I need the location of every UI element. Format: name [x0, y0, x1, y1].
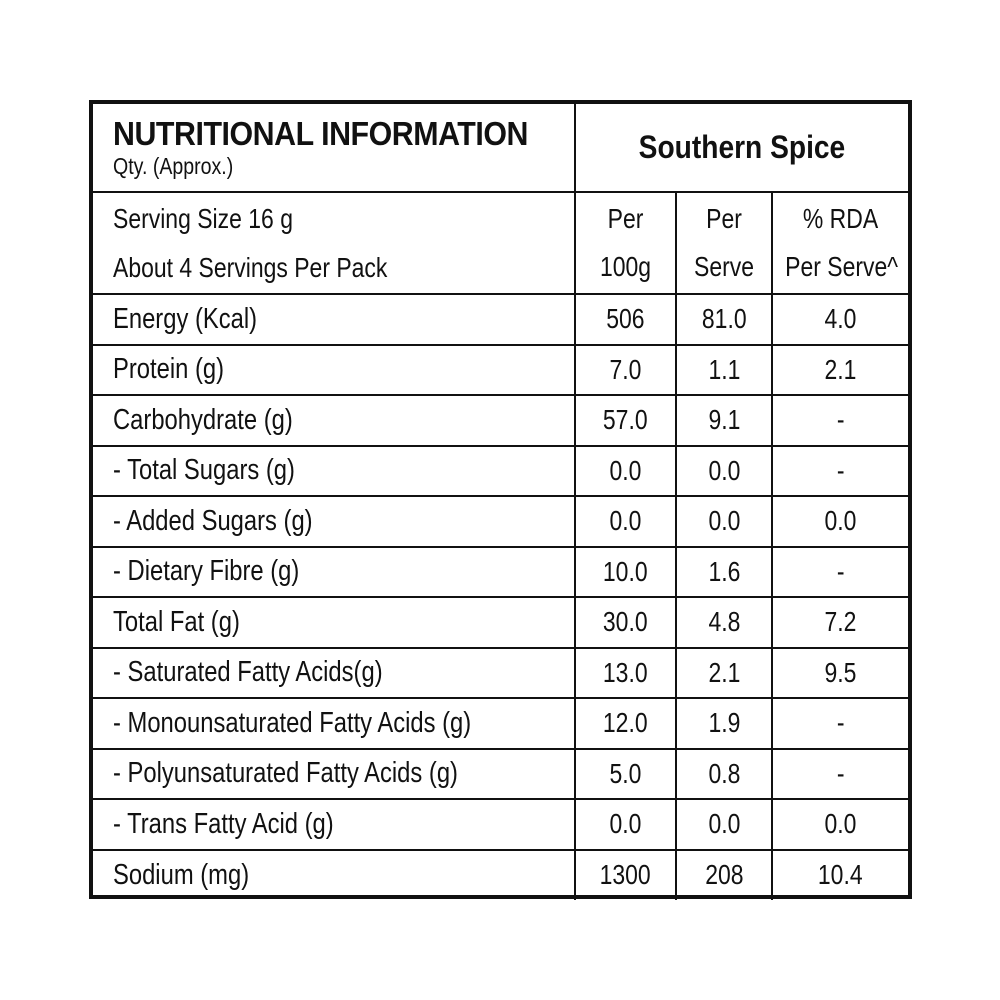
rda-cell: [772, 799, 908, 850]
nutrient-row: [93, 294, 908, 345]
nutrient-label: Total Fat (g): [113, 605, 240, 638]
per-100g-value: 7.0: [609, 353, 642, 385]
rda-value: -: [836, 757, 845, 789]
quantity-note: Qty. (Approx.): [113, 152, 234, 179]
header-label-cell: [93, 104, 575, 192]
nutrient-row: [93, 799, 908, 850]
column-header-per-100g-line2: 100g: [599, 251, 652, 282]
rda-value: 2.1: [824, 353, 857, 385]
per-100g-cell: [575, 698, 676, 749]
per-100g-value: 0.0: [609, 454, 642, 486]
rda-value: 7.2: [824, 606, 857, 638]
nutrient-label: - Monounsaturated Fatty Acids (g): [113, 706, 472, 739]
column-header-rda-line2: Per Serve^: [785, 251, 899, 282]
per-serve-value: 81.0: [701, 303, 747, 335]
per-serve-cell: [676, 648, 772, 699]
rda-value: -: [836, 404, 845, 436]
per-serve-cell: [676, 799, 772, 850]
nutrient-row: [93, 547, 908, 598]
per-serve-cell: [676, 850, 772, 901]
header-row: [93, 104, 908, 192]
per-100g-cell: [575, 850, 676, 901]
rda-value: -: [836, 707, 845, 739]
per-100g-value: 0.0: [609, 505, 642, 537]
per-serve-value: 0.0: [708, 808, 740, 840]
nutrient-label: Energy (Kcal): [113, 302, 258, 335]
per-serve-cell: [676, 345, 772, 396]
column-header-rda: [772, 192, 908, 294]
rda-cell: [772, 294, 908, 345]
per-100g-value: 10.0: [603, 555, 648, 587]
per-100g-cell: [575, 799, 676, 850]
nutrient-row: [93, 446, 908, 497]
nutrient-label-cell: [93, 496, 575, 547]
column-header-per-100g-line1: Per: [607, 203, 644, 234]
per-serve-value: 1.6: [708, 555, 740, 587]
nutrient-row: [93, 850, 908, 901]
nutrient-label-cell: [93, 345, 575, 396]
per-serve-value: 9.1: [708, 404, 740, 436]
nutrient-label-cell: [93, 294, 575, 345]
per-100g-value: 57.0: [603, 404, 648, 436]
nutrient-label-cell: [93, 446, 575, 497]
nutrient-label: - Added Sugars (g): [113, 504, 313, 537]
nutrition-facts-panel: [89, 100, 912, 899]
rda-cell: [772, 446, 908, 497]
nutrient-label-cell: [93, 698, 575, 749]
column-header-per-serve-line1: Per: [706, 203, 742, 234]
rda-value: -: [836, 454, 845, 486]
column-header-per-serve-line2: Serve: [694, 251, 754, 282]
nutrient-label-cell: [93, 547, 575, 598]
nutrient-label-cell: [93, 597, 575, 648]
per-100g-cell: [575, 547, 676, 598]
per-100g-cell: [575, 749, 676, 800]
nutrient-label: Carbohydrate (g): [113, 403, 293, 436]
rda-cell: [772, 648, 908, 699]
per-serve-value: 208: [704, 859, 744, 891]
nutrient-label-cell: [93, 799, 575, 850]
nutrient-row: [93, 345, 908, 396]
nutrient-label: Sodium (mg): [113, 858, 250, 891]
rda-value: 10.4: [818, 859, 863, 891]
nutrient-label-cell: [93, 749, 575, 800]
product-name: Southern Spice: [595, 104, 888, 192]
per-serve-cell: [676, 395, 772, 446]
per-100g-value: 506: [606, 303, 645, 335]
per-serve-value: 0.0: [708, 505, 740, 537]
per-serve-cell: [676, 547, 772, 598]
nutrient-label: - Trans Fatty Acid (g): [113, 807, 334, 840]
nutrient-row: [93, 496, 908, 547]
rda-cell: [772, 597, 908, 648]
column-header-per-100g: [575, 192, 676, 294]
per-serve-value: 4.8: [708, 606, 740, 638]
table-title: NUTRITIONAL INFORMATION: [113, 115, 528, 153]
nutrient-row: [93, 698, 908, 749]
per-serve-cell: [676, 698, 772, 749]
per-100g-value: 12.0: [603, 707, 648, 739]
servings-per-pack: About 4 Servings Per Pack: [113, 252, 388, 283]
nutrient-label-cell: [93, 648, 575, 699]
rda-cell: [772, 850, 908, 901]
rda-cell: [772, 496, 908, 547]
per-100g-value: 1300: [599, 859, 652, 891]
per-serve-cell: [676, 446, 772, 497]
per-100g-value: 13.0: [603, 656, 648, 688]
serving-info-cell: [93, 192, 575, 294]
rda-cell: [772, 345, 908, 396]
nutrient-label: - Saturated Fatty Acids(g): [113, 656, 383, 689]
per-serve-value: 1.1: [708, 353, 740, 385]
rda-value: 0.0: [824, 808, 857, 840]
per-100g-cell: [575, 648, 676, 699]
per-100g-cell: [575, 345, 676, 396]
per-serve-value: 0.0: [708, 454, 740, 486]
per-serve-cell: [676, 496, 772, 547]
per-100g-value: 0.0: [609, 808, 642, 840]
nutrient-label: - Total Sugars (g): [113, 454, 295, 487]
column-header-rda-line1: % RDA: [802, 203, 879, 234]
per-serve-cell: [676, 294, 772, 345]
nutrient-label-cell: [93, 395, 575, 446]
nutrient-label: - Polyunsaturated Fatty Acids (g): [113, 757, 458, 790]
per-serve-cell: [676, 749, 772, 800]
column-header-per-serve: [676, 192, 772, 294]
per-serve-cell: [676, 597, 772, 648]
nutrient-row: [93, 597, 908, 648]
serving-row: [93, 192, 908, 294]
per-100g-cell: [575, 446, 676, 497]
serving-size: Serving Size 16 g: [113, 203, 293, 234]
per-serve-value: 1.9: [708, 707, 740, 739]
rda-value: 0.0: [824, 505, 857, 537]
rda-cell: [772, 547, 908, 598]
per-100g-value: 5.0: [609, 757, 642, 789]
per-serve-value: 0.8: [708, 757, 740, 789]
nutrient-label: Protein (g): [113, 353, 225, 386]
per-serve-value: 2.1: [708, 656, 740, 688]
per-100g-cell: [575, 496, 676, 547]
rda-cell: [772, 698, 908, 749]
nutrient-row: [93, 648, 908, 699]
rda-value: 9.5: [824, 656, 857, 688]
nutrient-row: [93, 395, 908, 446]
rda-cell: [772, 395, 908, 446]
per-100g-cell: [575, 395, 676, 446]
nutrient-label-cell: [93, 850, 575, 901]
nutrition-table: [93, 104, 908, 900]
rda-value: 4.0: [824, 303, 857, 335]
per-100g-cell: [575, 294, 676, 345]
nutrient-row: [93, 749, 908, 800]
per-100g-cell: [575, 597, 676, 648]
per-100g-value: 30.0: [603, 606, 648, 638]
rda-cell: [772, 749, 908, 800]
rda-value: -: [836, 555, 845, 587]
nutrient-label: - Dietary Fibre (g): [113, 555, 300, 588]
